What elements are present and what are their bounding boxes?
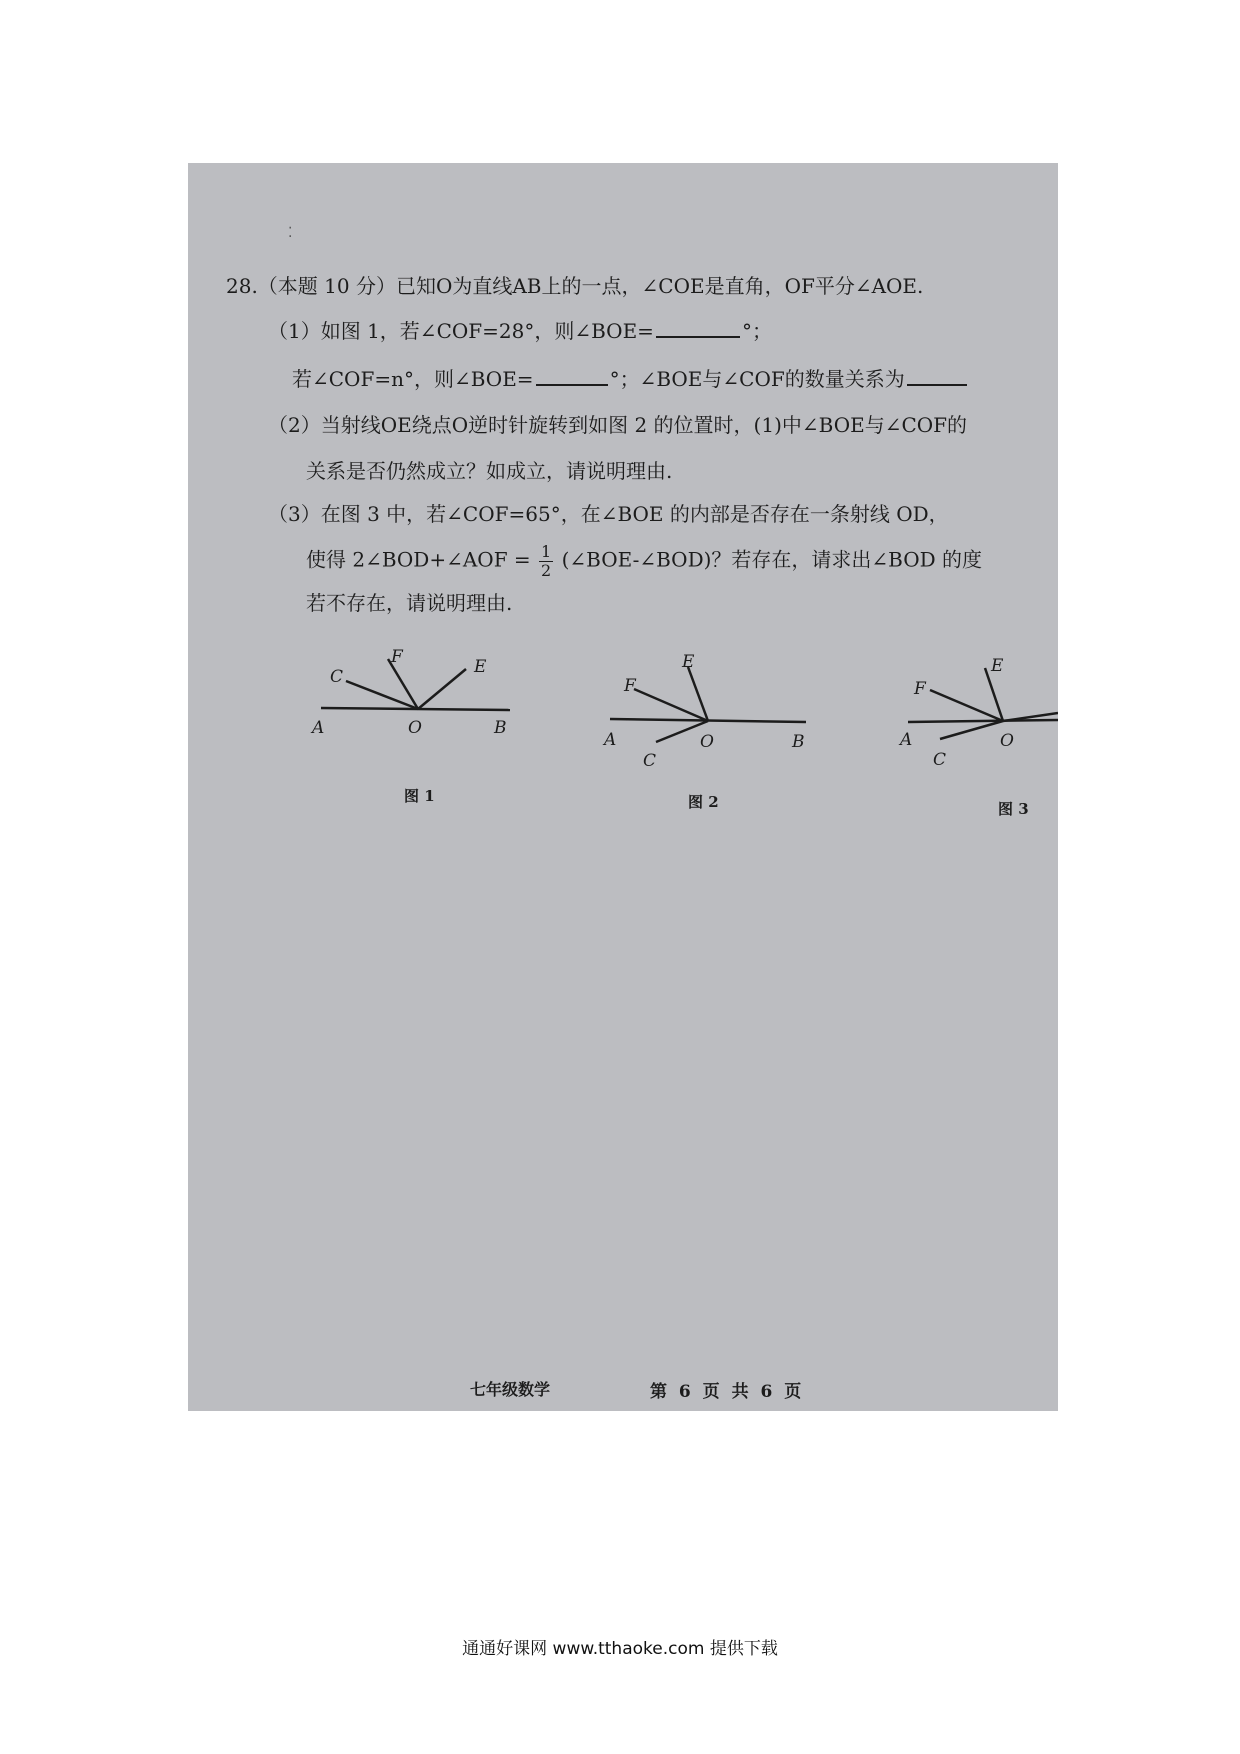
- fig3-ray-oc: [940, 721, 1003, 739]
- fig2-label-o: O: [700, 732, 714, 752]
- fig2-label-e: E: [682, 652, 695, 672]
- fig3-ray-of: [930, 690, 1003, 721]
- part1-line1-text-b: °；: [741, 319, 772, 343]
- part1-line1: [268, 315, 772, 344]
- fraction-denominator: 2: [541, 560, 552, 580]
- part1-line2-text-b: °；∠BOE与∠COF的数量关系为: [609, 367, 905, 391]
- figure-2: [602, 652, 806, 771]
- fig3-label-a: A: [900, 730, 913, 750]
- answer-blank-2: [536, 383, 608, 386]
- part1-line2-text-a: 若∠COF=n°，则∠BOE=: [292, 367, 534, 391]
- answer-blank-1: [656, 335, 740, 338]
- part2-line2: 关系是否仍然成立？如成立，请说明理由.: [306, 459, 673, 483]
- part1-line1-text-a: （1）如图 1，若∠COF=28°，则∠BOE=: [268, 319, 654, 343]
- figure-1: [310, 647, 510, 738]
- fig1-label-e: E: [474, 657, 487, 677]
- fig3-label-f: F: [914, 679, 926, 699]
- fig2-label-b: B: [792, 732, 805, 752]
- figure-3: [898, 656, 1058, 770]
- answer-blank-3: [907, 383, 967, 386]
- fig2-label-a: A: [604, 730, 617, 750]
- fig3-label-c: C: [933, 750, 947, 770]
- geometry-figures: [188, 643, 1058, 823]
- fig1-caption: 图 1: [404, 787, 435, 805]
- fig2-label-f: F: [624, 676, 636, 696]
- fraction-numerator: 1: [541, 542, 552, 561]
- footer-subject: 七年级数学: [470, 1380, 551, 1399]
- stray-mark: ⁚: [288, 225, 293, 241]
- fig1-label-o: O: [408, 718, 422, 738]
- question-title: 28.（本题 10 分）已知O为直线AB上的一点，∠COE是直角，OF平分∠AOE.: [226, 274, 924, 298]
- part3-line3: 若不存在，请说明理由.: [306, 591, 513, 615]
- scanned-exam-page: [188, 163, 1058, 1411]
- part3-line2-text-b: (∠BOE-∠BOD)？若存在，请求出∠BOD 的度: [561, 547, 983, 572]
- footer-page-number: 第 6 页 共 6 页: [650, 1382, 805, 1402]
- fraction-one-half: [539, 543, 553, 579]
- fig3-label-e: E: [991, 656, 1004, 676]
- fig3-label-o: O: [1000, 731, 1014, 751]
- part2-line1: （2）当射线OE绕点O逆时针旋转到如图 2 的位置时，(1)中∠BOE与∠COF的: [268, 413, 968, 437]
- part3-line1: （3）在图 3 中，若∠COF=65°，在∠BOE 的内部是否存在一条射线 OD，: [268, 502, 949, 526]
- fig1-ray-oe: [418, 669, 466, 709]
- fig1-label-f: F: [391, 647, 403, 667]
- download-credit: 通通好课网 www.tthaoke.com 提供下载: [462, 1639, 778, 1659]
- fig3-line-ab: [908, 720, 1058, 722]
- part3-line2: [306, 543, 982, 579]
- part3-line2-text-a: 使得 2∠BOD+∠AOF =: [306, 547, 531, 572]
- fig2-caption: 图 2: [688, 793, 719, 811]
- fig1-label-b: B: [494, 718, 507, 738]
- fig1-label-c: C: [330, 667, 344, 687]
- fig1-ray-oc: [346, 681, 418, 709]
- fig3-caption: 图 3: [998, 800, 1029, 818]
- fig1-label-a: A: [312, 718, 325, 738]
- fig2-label-c: C: [643, 751, 657, 771]
- part1-line2: [292, 363, 969, 392]
